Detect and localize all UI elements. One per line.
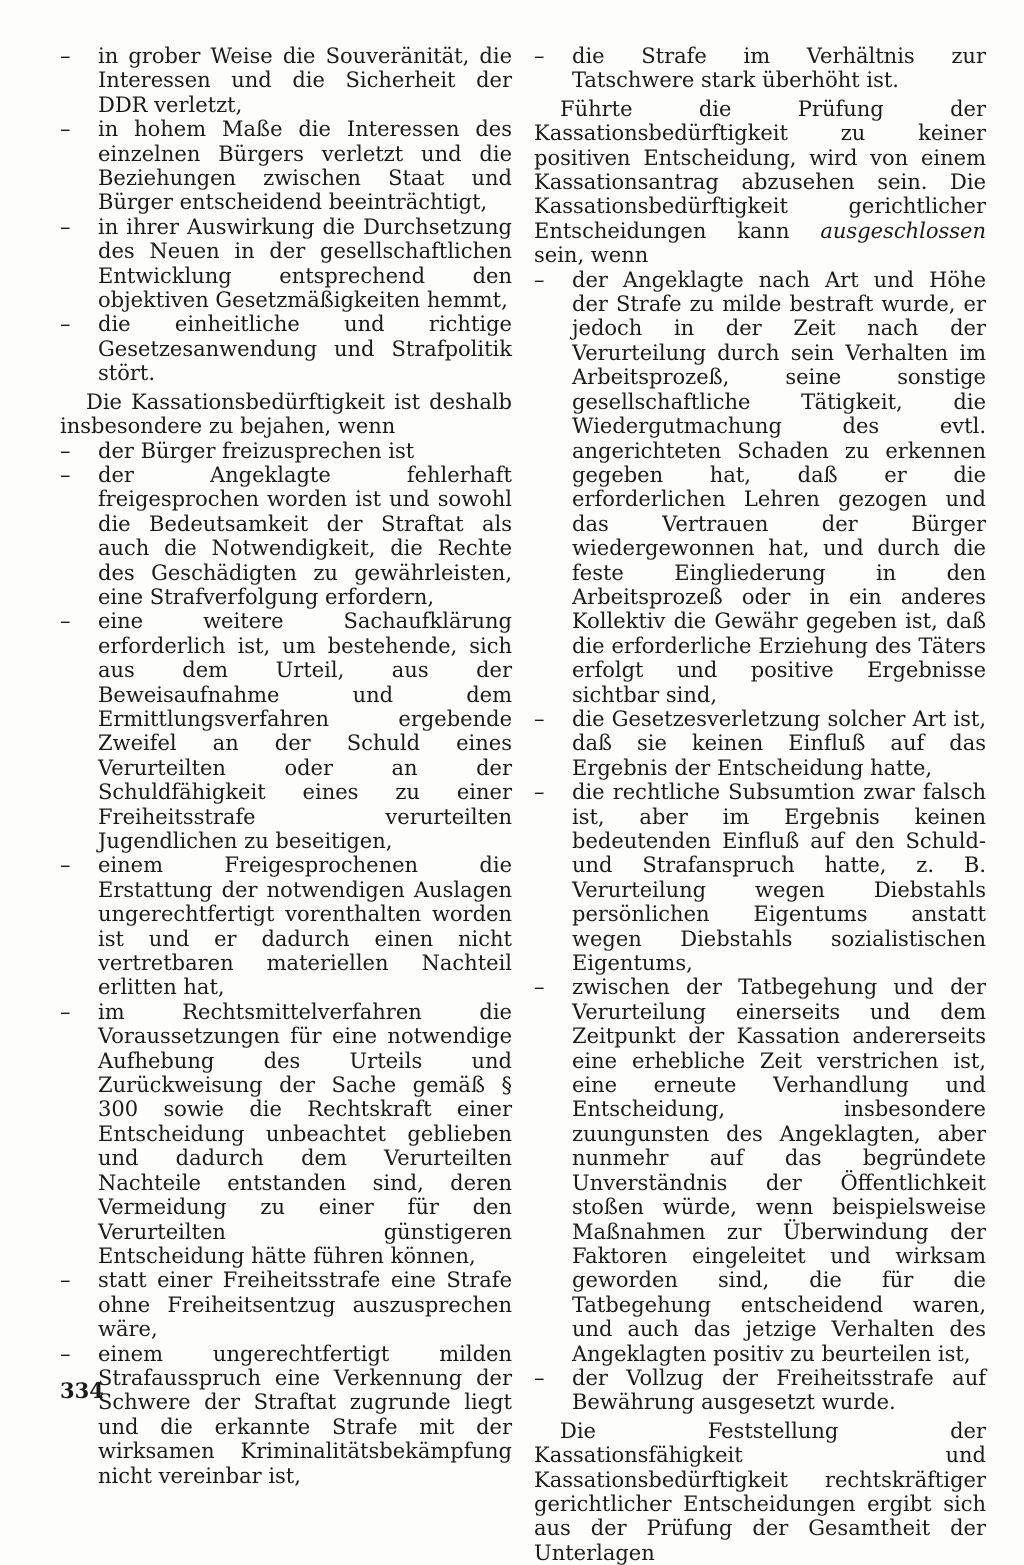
paragraph: Die Feststellung der Kassationsfähigkeit und Kassationsbedürftigkeit rechtskräftiger gerichtlicher Entscheidungen ergibt sich aus der Prüfung der Gesamtheit der Unterlagen [534,1418,986,1565]
list-item: – die rechtliche Subsumtion zwar falsch ist, aber im Ergebnis keinen bedeutenden Einfluß auf den Schuld- und Strafanspruch hatte, z. B. Verurteilung wegen Diebstahls persönlichen Eigentums anstatt wegen Diebstahls sozialistischen Eigentums, [534,780,986,976]
list-item: – statt einer Freiheitsstrafe eine Strafe ohne Freiheitsentzug auszusprechen wäre, [60,1268,512,1342]
list-item: – eine weitere Sachaufklärung erforderlich ist, um bestehende, sich aus dem Urteil, aus der Beweisaufnahme und dem Ermittlungsverfahren ergebende Zweifel an der Schuld eines Verurteilten oder an der Schuldfähigkeit eines zu einer Freiheitsstrafe verurteilten Jugendlichen zu beseitigen, [60,609,512,853]
list-item: – die Gesetzesverletzung solcher Art ist, daß sie keinen Einfluß auf das Ergebnis der Entscheidung hatte, [534,706,986,780]
list-item: – in hohem Maße die Interessen des einzelnen Bürgers verletzt und die Beziehungen zwischen Staat und Bürger entscheidend beeinträchtigt, [60,117,512,215]
list-item: – die einheitliche und richtige Gesetzesanwendung und Strafpolitik stört. [60,312,512,386]
list-item: – der Vollzug der Freiheitsstrafe auf Bewährung ausgesetzt wurde. [534,1365,986,1415]
emphasis: ausgeschlossen [820,218,986,243]
left-column [60,44,512,1488]
list-item: – einem Freigesprochenen die Erstattung der notwendigen Auslagen ungerechtfertigt vorenthalten worden ist und er dadurch einen nicht vertretbaren materiellen Nachteil erlitten hat, [60,853,512,1000]
list-item: – der Bürger freizusprechen ist [60,438,415,463]
list-item: – in ihrer Auswirkung die Durchsetzung des Neuen in der gesellschaftlichen Entwicklung entsprechend den objektiven Gesetzmäßigkeiten hemmt, [60,214,512,313]
list-item: – einem ungerechtfertigt milden Strafausspruch eine Verkennung der Schwere der Straftat zugrunde liegt und die erkannte Strafe mit der wirksamen Kriminalitätsbekämpfung nicht vereinbar ist, [60,1341,512,1488]
paragraph: Die Kassationsbedürftigkeit ist deshalb insbesondere zu bejahen, wenn [60,389,512,439]
right-column [534,44,986,1565]
list-item: – zwischen der Tatbegehung und der Verurteilung einerseits und dem Zeitpunkt der Kassation andererseits eine erhebliche Zeit verstrichen ist, eine erneute Verhandlung und Entscheidung, insbesondere zuungunsten des Angeklagten, aber nunmehr auf das begründete Unverständnis der Öffentlichkeit stoßen würde, wenn beispielsweise Maßnahmen zur Überwindung der Faktoren eingeleitet und wirksam geworden sind, die für die Tatbegehung entscheidend waren, und auch das jetzige Verhalten des Angeklagten positiv zu beurteilen ist, [534,975,986,1366]
list-item: – der Angeklagte fehlerhaft freigesprochen worden ist und sowohl die Bedeutsamkeit der Straftat als auch die Notwendigkeit, die Rechte des Geschädigten zu gewährleisten, eine Strafverfolgung erfordern, [60,462,512,609]
paragraph: Führte die Prüfung der Kassationsbedürftigkeit zu keiner positiven Entscheidung, wird von einem Kassationsantrag abzusehen sein. Die Kassationsbedürftigkeit gerichtlicher Entscheidungen kann ausgeschlossen sein, wenn [534,96,986,268]
page-number: 334 [60,1378,104,1403]
list-item: – der Angeklagte nach Art und Höhe der Strafe zu milde bestraft wurde, er jedoch in der Zeit nach der Verurteilung durch sein Verhalten im Arbeitsprozeß, seine sonstige gesellschaftliche Tätigkeit, die Wiedergutmachung des evtl. angerichteten Schaden zu erkennen gegeben hat, daß er die erforderlichen Lehren gezogen und das Vertrauen der Bürger wiedergewonnen hat, und durch die feste Eingliederung in den Arbeitsprozeß oder in ein anderes Kollektiv die Gewähr gegeben ist, daß die erforderliche Erziehung des Täters erfolgt und positive Ergebnisse sichtbar sind, [534,267,986,707]
list-item: – die Strafe im Verhältnis zur Tatschwere stark überhöht ist. [534,44,986,93]
list-item: – in grober Weise die Souveränität, die Interessen und die Sicherheit der DDR verletzt, [60,44,512,117]
list-item: – im Rechtsmittelverfahren die Voraussetzungen für eine notwendige Aufhebung des Urteils und Zurückweisung der Sache gemäß § 300 sowie die Rechtskraft einer Entscheidung unbeachtet geblieben und dadurch dem Verurteilten Nachteile entstanden sind, deren Vermeidung zu einer für den Verurteilten günstigeren Entscheidung hätte führen können, [60,999,512,1268]
